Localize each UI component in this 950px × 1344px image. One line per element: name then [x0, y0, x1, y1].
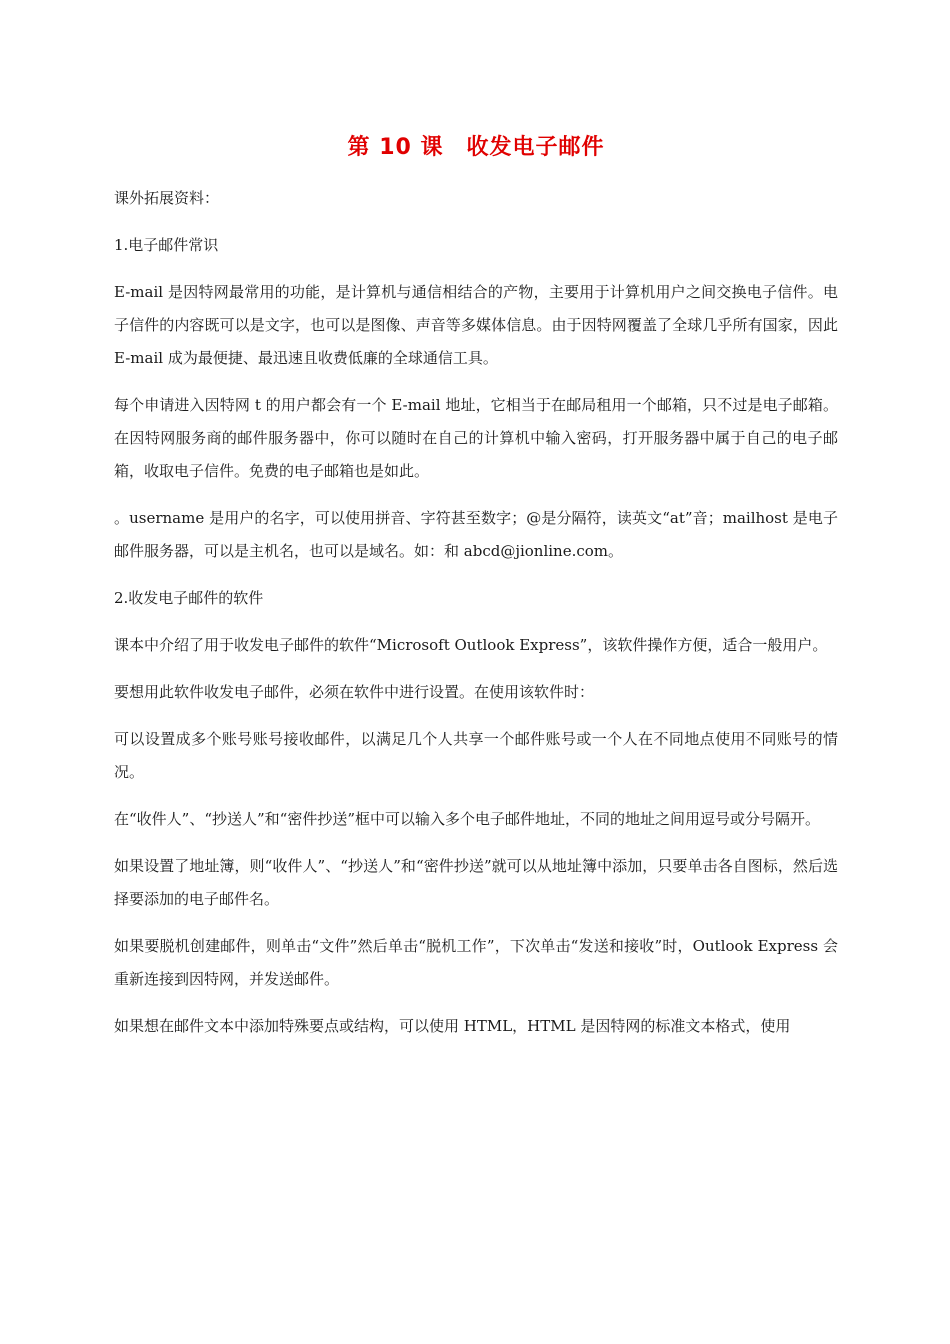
paragraph: 。username 是用户的名字，可以使用拼音、字符甚至数字；@是分隔符，读英文“at”音；mailhost 是电子邮件服务器，可以是主机名，也可以是域名。如：和 abcd@jionline.com。 [114, 509, 838, 560]
document-page [114, 128, 838, 1057]
paragraph: 如果设置了地址簿，则“收件人”、“抄送人”和“密件抄送”就可以从地址簿中添加，只要单击各自图标，然后选择要添加的电子邮件名。 [114, 857, 838, 908]
paragraph: 要想用此软件收发电子邮件，必须在软件中进行设置。在使用该软件时： [114, 683, 595, 701]
paragraph: 可以设置成多个账号账号接收邮件，以满足几个人共享一个邮件账号或一个人在不同地点使用不同账号的情况。 [114, 730, 838, 781]
section-heading-email-basics: 1.电子邮件常识 [114, 236, 219, 254]
paragraph: 每个申请进入因特网 t 的用户都会有一个 E-mail 地址，它相当于在邮局租用一个邮箱，只不过是电子邮箱。在因特网服务商的邮件服务器中，你可以随时在自己的计算机中输入密码，打开服务器中属于自己的电子邮箱，收取电子信件。免费的电子邮箱也是如此。 [114, 396, 838, 480]
page-title: 第 10 课 收发电子邮件 [347, 135, 605, 160]
paragraph: E-mail 是因特网最常用的功能，是计算机与通信相结合的产物，主要用于计算机用户之间交换电子信件。电子信件的内容既可以是文字，也可以是图像、声音等多媒体信息。由于因特网覆盖了全球几乎所有国家，因此 E-mail 成为最便捷、最迅速且收费低廉的全球通信工具。 [114, 283, 838, 367]
paragraph-intro-label: 课外拓展资料： [114, 189, 220, 207]
paragraph: 如果想在邮件文本中添加特殊要点或结构，可以使用 HTML，HTML 是因特网的标准文本格式，使用 [114, 1017, 791, 1035]
section-heading-email-software: 2.收发电子邮件的软件 [114, 589, 264, 607]
paragraph: 在“收件人”、“抄送人”和“密件抄送”框中可以输入多个电子邮件地址，不同的地址之间用逗号或分号隔开。 [114, 810, 821, 828]
paragraph: 课本中介绍了用于收发电子邮件的软件“Microsoft Outlook Express”，该软件操作方便，适合一般用户。 [114, 636, 828, 654]
paragraph: 如果要脱机创建邮件，则单击“文件”然后单击“脱机工作”，下次单击“发送和接收”时，Outlook Express 会重新连接到因特网，并发送邮件。 [114, 937, 838, 988]
